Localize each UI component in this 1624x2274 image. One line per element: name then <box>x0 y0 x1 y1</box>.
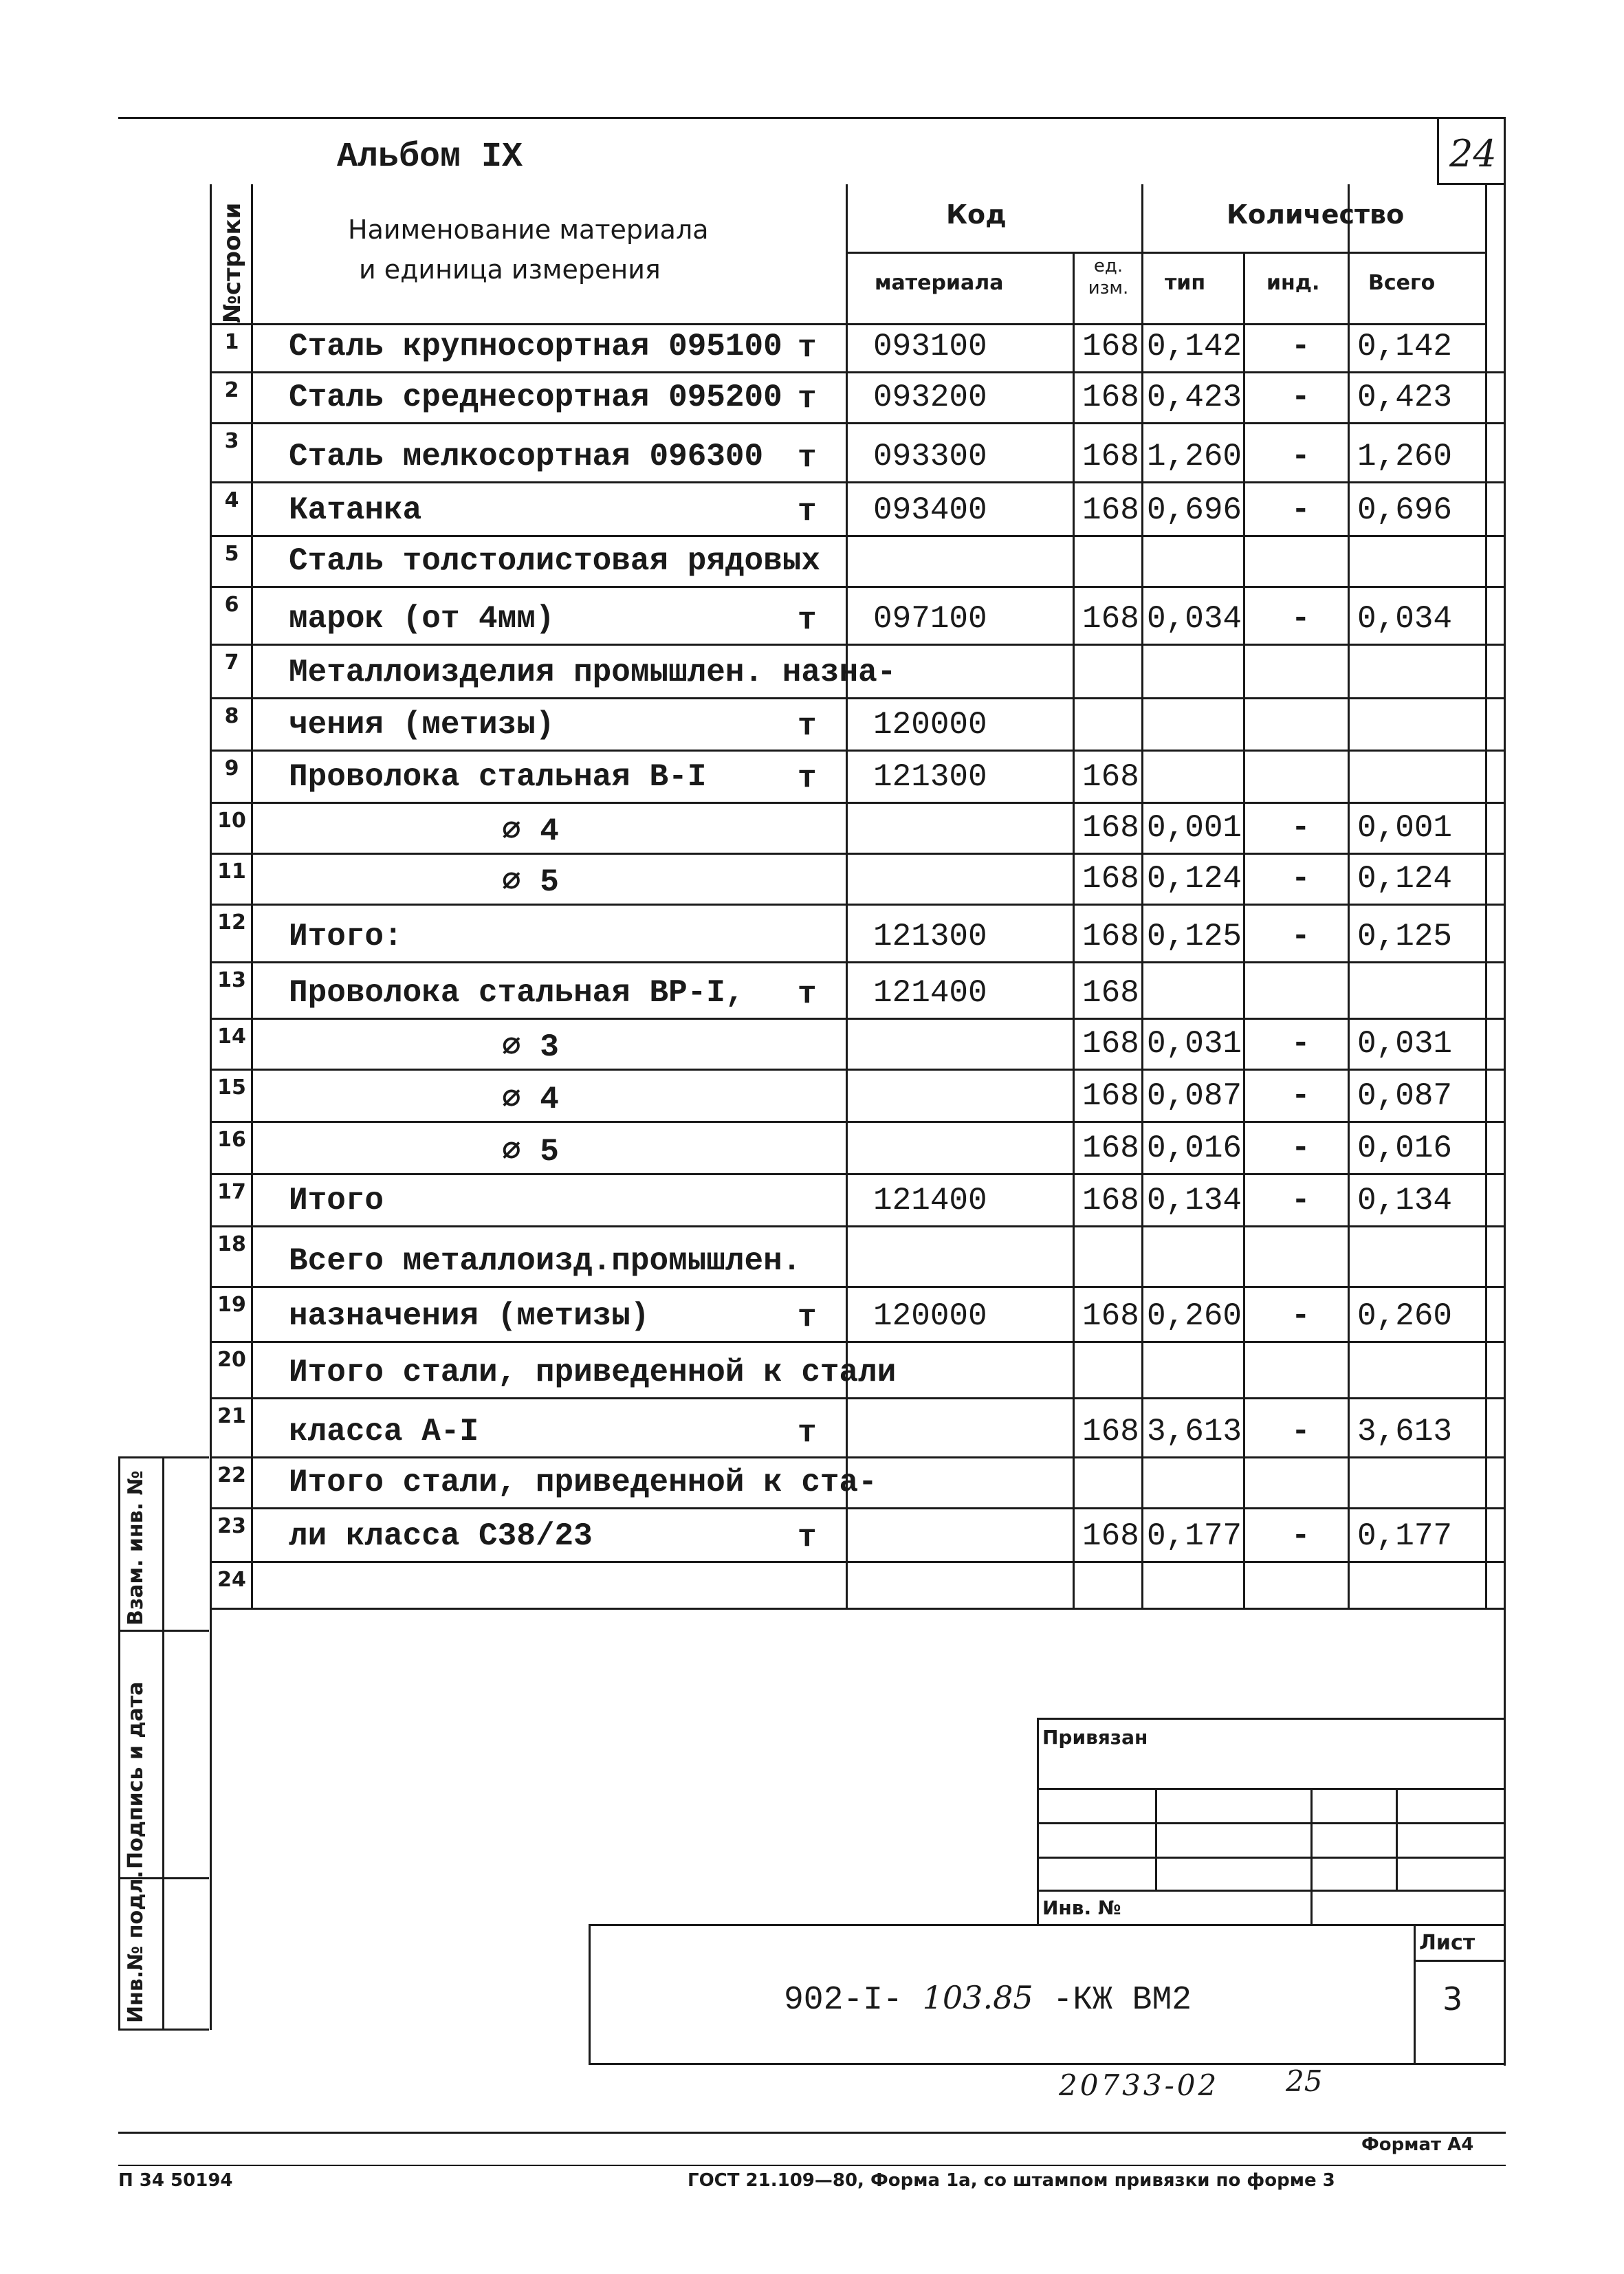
qty-type: 0,142 <box>1147 329 1242 364</box>
material-name: Металлоизделия промышлен. назна- <box>289 655 897 690</box>
qty-type-header: тип <box>1165 271 1206 295</box>
unit-code: 168 <box>1082 975 1139 1011</box>
unit: т <box>798 330 817 366</box>
unit-code: 168 <box>1082 601 1139 637</box>
qty-type: 0,177 <box>1147 1518 1242 1554</box>
qty-total: 1,260 <box>1357 439 1453 474</box>
material-code: 093100 <box>873 329 987 364</box>
material-code: 097100 <box>873 601 987 637</box>
row-number: 10 <box>217 809 246 833</box>
code-unit-header-2: изм. <box>1088 278 1129 298</box>
row-rule-10 <box>210 853 1506 855</box>
qty-type: 0,260 <box>1147 1298 1242 1334</box>
row-number: 5 <box>224 542 239 566</box>
side-label-podpis: Подпись и дата <box>124 1681 148 1869</box>
unit-code: 168 <box>1082 492 1139 528</box>
quantity-header: Количество <box>1227 199 1405 230</box>
row-number: 11 <box>217 860 246 884</box>
row-number: 1 <box>224 330 239 354</box>
material-name: Проволока стальная ВР-I, <box>289 975 745 1011</box>
material-code: 121300 <box>873 919 987 954</box>
material-name: ∅ 3 <box>502 1029 559 1065</box>
unit-code: 168 <box>1082 1130 1139 1166</box>
unit: т <box>798 494 817 529</box>
qty-total: 0,134 <box>1357 1183 1453 1218</box>
unit-code: 168 <box>1082 810 1139 846</box>
row-number: 17 <box>217 1180 246 1204</box>
qty-total: 0,034 <box>1357 601 1453 637</box>
unit-code: 168 <box>1082 1026 1139 1062</box>
row-rule-15 <box>210 1121 1506 1123</box>
material-name: ∅ 4 <box>502 813 559 849</box>
row-number: 4 <box>224 488 239 512</box>
row-rule-12 <box>210 961 1506 963</box>
material-code: 120000 <box>873 1298 987 1334</box>
qty-ind: - <box>1291 1183 1310 1218</box>
qty-total: 0,001 <box>1357 810 1453 846</box>
side-strip-top <box>118 1456 209 1458</box>
side-label-vzam: Взам. инв. № <box>124 1470 148 1626</box>
stamp-row4 <box>1037 1890 1506 1892</box>
footer-left-code: П 34 50194 <box>118 2170 233 2191</box>
qty-type: 0,001 <box>1147 810 1242 846</box>
stamp-col2 <box>1310 1788 1313 1925</box>
qty-type: 0,124 <box>1147 861 1242 897</box>
row-rule-19 <box>210 1341 1506 1343</box>
material-name: Итого стали, приведенной к ста- <box>289 1465 877 1500</box>
material-name: Итого: <box>289 919 403 954</box>
document-code-handwritten: 103.85 <box>922 1979 1033 2016</box>
side-strip-mid <box>162 1456 164 2030</box>
row-number: 13 <box>217 968 246 992</box>
frame-top <box>118 117 1506 119</box>
stamp-top <box>1037 1718 1506 1720</box>
material-name: назначения (метизы) <box>289 1298 650 1334</box>
qty-ind: - <box>1291 1130 1310 1166</box>
material-name: ∅ 4 <box>502 1082 559 1117</box>
material-name: Сталь мелкосортная 096300 <box>289 439 764 474</box>
row-number: 8 <box>224 704 239 728</box>
row-rule-20 <box>210 1397 1506 1399</box>
header-bottom-rule <box>210 323 1485 325</box>
side-strip-left <box>118 1456 120 2030</box>
col-code-border <box>846 184 848 1608</box>
material-name: ∅ 5 <box>502 1134 559 1170</box>
code-unit-header-1: ед. <box>1093 256 1123 276</box>
material-code: 121300 <box>873 759 987 795</box>
stamp-row1 <box>1037 1788 1506 1790</box>
qty-total: 0,016 <box>1357 1130 1453 1166</box>
row-rule-14 <box>210 1069 1506 1071</box>
stamp-inv-no: Инв. № <box>1042 1896 1121 1919</box>
document-code <box>784 1979 1192 2019</box>
row-rule-24 <box>210 1608 1506 1610</box>
unit: т <box>798 1520 817 1555</box>
row-rule-8 <box>210 750 1506 752</box>
sheet-box-left <box>1414 1924 1416 2065</box>
row-rule-18 <box>210 1286 1506 1288</box>
page-number-box-bottom <box>1437 183 1506 185</box>
material-name: ли класса С38/23 <box>289 1518 593 1554</box>
row-rule-16 <box>210 1173 1506 1175</box>
unit-code: 168 <box>1082 1183 1139 1218</box>
qty-ind: - <box>1291 1414 1310 1450</box>
material-name: Сталь среднесортная 095200 <box>289 380 782 415</box>
qty-total: 0,423 <box>1357 380 1453 415</box>
stamp-left <box>1037 1718 1039 1924</box>
qty-total: 3,613 <box>1357 1414 1453 1450</box>
unit-code: 168 <box>1082 1518 1139 1554</box>
qty-total: 0,696 <box>1357 492 1453 528</box>
table-right-border <box>1485 184 1487 1608</box>
side-label-inv-podl: Инв.№ подл. <box>124 1870 148 2023</box>
row-number: 18 <box>217 1232 246 1256</box>
row-number: 14 <box>217 1025 246 1049</box>
material-name: Итого стали, приведенной к стали <box>289 1355 897 1390</box>
material-code: 093200 <box>873 380 987 415</box>
qty-total: 0,125 <box>1357 919 1453 954</box>
page-number: 24 <box>1449 132 1497 175</box>
row-number: 20 <box>217 1348 246 1372</box>
qty-type: 3,613 <box>1147 1414 1242 1450</box>
material-name: Сталь толстолистовая рядовых <box>289 543 820 579</box>
qty-ind: - <box>1291 1518 1310 1554</box>
material-name: Итого <box>289 1183 384 1218</box>
side-strip-div1 <box>118 1630 209 1632</box>
row-rule-4 <box>210 535 1506 537</box>
qty-type: 0,034 <box>1147 601 1242 637</box>
row-rule-9 <box>210 802 1506 804</box>
qty-total-header: Всего <box>1368 271 1436 295</box>
material-name: ∅ 5 <box>502 864 559 900</box>
material-code: 121400 <box>873 1183 987 1218</box>
qty-total: 0,124 <box>1357 861 1453 897</box>
row-number: 9 <box>224 756 239 780</box>
material-name: марок (от 4мм) <box>289 601 555 637</box>
format-label: Формат А4 <box>1361 2134 1474 2155</box>
qty-type: 1,260 <box>1147 439 1242 474</box>
name-header-line1: Наименование материала <box>348 215 709 245</box>
qty-total: 0,260 <box>1357 1298 1453 1334</box>
sheet-number: 3 <box>1442 1980 1463 2018</box>
col-ed-border <box>1073 252 1075 1608</box>
unit-code: 168 <box>1082 861 1139 897</box>
qty-type: 0,125 <box>1147 919 1242 954</box>
col-total-border <box>1348 184 1350 1608</box>
footer-rule <box>118 2165 1506 2166</box>
document-code-prefix: 902-I- <box>784 1982 903 2019</box>
unit: т <box>798 602 817 638</box>
qty-ind-header: инд. <box>1266 271 1320 295</box>
qty-ind: - <box>1291 492 1310 528</box>
sheet-box-mid <box>1414 1960 1506 1962</box>
side-strip-bottom <box>118 2029 209 2031</box>
material-code: 120000 <box>873 707 987 743</box>
stamp-row2 <box>1037 1822 1506 1824</box>
qty-type: 0,031 <box>1147 1026 1242 1062</box>
qty-ind: - <box>1291 439 1310 474</box>
row-number: 21 <box>217 1404 246 1428</box>
row-number: 23 <box>217 1514 246 1538</box>
code-material-header: материала <box>875 271 1004 295</box>
material-name: чения (метизы) <box>289 707 555 743</box>
col-tip-border <box>1141 184 1143 1608</box>
qty-total: 0,142 <box>1357 329 1453 364</box>
stamp-privyazan: Привязан <box>1042 1726 1148 1749</box>
material-code: 121400 <box>873 975 987 1011</box>
col-ind-border <box>1243 252 1245 1608</box>
unit: т <box>798 1300 817 1335</box>
row-rule-17 <box>210 1225 1506 1227</box>
header-mid-rule <box>846 252 1485 254</box>
row-number: 15 <box>217 1075 246 1100</box>
row-rule-21 <box>210 1456 1506 1458</box>
material-code: 093400 <box>873 492 987 528</box>
qty-ind: - <box>1291 601 1310 637</box>
material-name: Проволока стальная В-I <box>289 759 707 795</box>
unit: т <box>798 381 817 417</box>
material-name: Сталь крупносортная 095100 <box>289 329 782 364</box>
page-number-box-left <box>1437 117 1439 184</box>
document-code-suffix: -КЖ ВМ2 <box>1053 1982 1192 2019</box>
row-number: 16 <box>217 1128 246 1152</box>
row-rule-13 <box>210 1018 1506 1020</box>
title-block-left <box>589 1924 591 2065</box>
qty-ind: - <box>1291 380 1310 415</box>
row-number: 2 <box>224 378 239 402</box>
row-rule-6 <box>210 644 1506 646</box>
qty-type: 0,016 <box>1147 1130 1242 1166</box>
unit-code: 168 <box>1082 1298 1139 1334</box>
table-left-border <box>210 184 212 2030</box>
row-rule-1 <box>210 371 1506 373</box>
material-name: Катанка <box>289 492 422 528</box>
handwritten-number: 20733-02 <box>1059 2068 1220 2102</box>
frame-right <box>1504 117 1506 2066</box>
qty-ind: - <box>1291 810 1310 846</box>
qty-type: 0,423 <box>1147 380 1242 415</box>
row-rule-23 <box>210 1561 1506 1563</box>
qty-type: 0,134 <box>1147 1183 1242 1218</box>
row-number: 12 <box>217 910 246 934</box>
unit-code: 168 <box>1082 1078 1139 1114</box>
qty-ind: - <box>1291 861 1310 897</box>
unit: т <box>798 976 817 1012</box>
sheet-label: Лист <box>1419 1931 1475 1955</box>
footer-gost: ГОСТ 21.109—80, Форма 1а, со штампом привязки по форме 3 <box>688 2170 1335 2191</box>
stamp-row3 <box>1037 1857 1506 1859</box>
qty-ind: - <box>1291 1078 1310 1114</box>
row-number: 6 <box>224 593 239 617</box>
unit: т <box>798 708 817 744</box>
row-rule-5 <box>210 586 1506 588</box>
row-number: 19 <box>217 1293 246 1317</box>
title-block-bottom <box>589 2063 1506 2065</box>
qty-ind: - <box>1291 329 1310 364</box>
qty-ind: - <box>1291 1298 1310 1334</box>
material-name: класса А-I <box>289 1414 479 1450</box>
row-rule-3 <box>210 481 1506 483</box>
row-number: 3 <box>224 429 239 453</box>
name-header-line2: и единица измерения <box>359 254 661 285</box>
stamp-col1 <box>1155 1788 1157 1890</box>
qty-total: 0,087 <box>1357 1078 1453 1114</box>
unit-code: 168 <box>1082 1414 1139 1450</box>
qty-total: 0,177 <box>1357 1518 1453 1554</box>
row-number: 22 <box>217 1463 246 1487</box>
row-number: 24 <box>217 1568 246 1592</box>
unit: т <box>798 761 817 796</box>
code-header: Код <box>946 199 1007 230</box>
unit: т <box>798 440 817 476</box>
unit-code: 168 <box>1082 380 1139 415</box>
material-code: 093300 <box>873 439 987 474</box>
qty-type: 0,087 <box>1147 1078 1242 1114</box>
stamp-col3 <box>1396 1788 1398 1890</box>
unit-code: 168 <box>1082 329 1139 364</box>
album-title: Альбом IX <box>337 138 523 177</box>
qty-ind: - <box>1291 1026 1310 1062</box>
qty-type: 0,696 <box>1147 492 1242 528</box>
row-number: 7 <box>224 651 239 675</box>
row-rule-7 <box>210 697 1506 699</box>
handwritten-page: 25 <box>1286 2064 1323 2098</box>
row-rule-22 <box>210 1507 1506 1509</box>
row-rule-2 <box>210 422 1506 424</box>
unit-code: 168 <box>1082 759 1139 795</box>
title-block-top <box>589 1924 1506 1926</box>
unit: т <box>798 1415 817 1451</box>
material-name: Всего металлоизд.промышлен. <box>289 1243 802 1279</box>
row-number-header: №строки <box>219 202 246 323</box>
frame-bottom <box>118 2132 1506 2134</box>
unit-code: 168 <box>1082 439 1139 474</box>
unit-code: 168 <box>1082 919 1139 954</box>
qty-total: 0,031 <box>1357 1026 1453 1062</box>
qty-ind: - <box>1291 919 1310 954</box>
row-rule-11 <box>210 904 1506 906</box>
